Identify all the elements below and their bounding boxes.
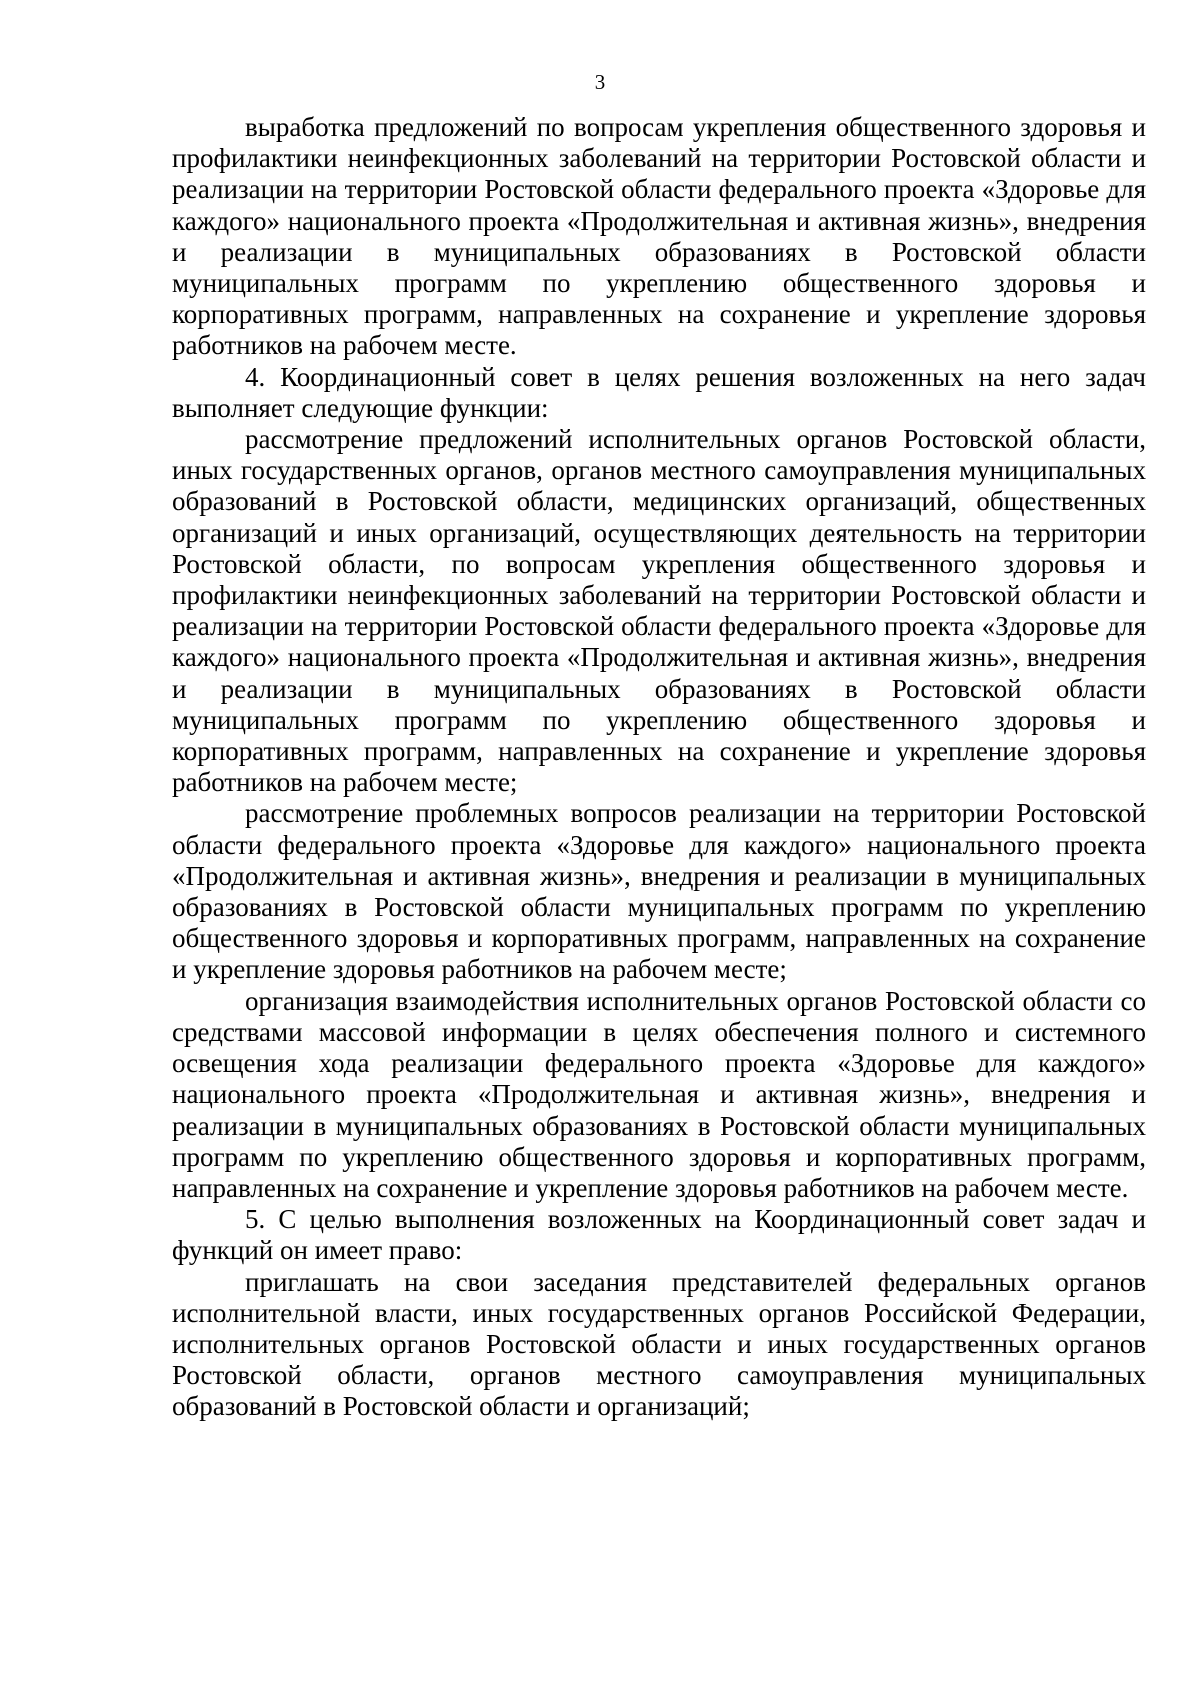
- paragraph-section-5-rights: 5. С целью выполнения возложенных на Координационный совет задач и функций он имеет право:: [172, 1204, 1146, 1266]
- page-number: 3: [594, 70, 606, 94]
- document-body: [172, 112, 1146, 1423]
- paragraph-consideration-of-proposals: рассмотрение предложений исполнительных органов Ростовской области, иных государственных органов, органов местного самоуправления муниципальных образований в Ростовской области, медицинских организаций, общественных организаций и иных организаций, осуществляющих деятельность на территории Ростовской области, по вопросам укрепления общественного здоровья и профилактики неинфекционных заболеваний на территории Ростовской области и реализации на территории Ростовской области федерального проекта «Здоровье для каждого» национального проекта «Продолжительная и активная жизнь», внедрения и реализации в муниципальных образованиях в Ростовской области муниципальных программ по укреплению общественного здоровья и корпоративных программ, направленных на сохранение и укрепление здоровья работников на рабочем месте;: [172, 424, 1146, 798]
- paragraph-section-4-functions: 4. Координационный совет в целях решения возложенных на него задач выполняет следующие функции:: [172, 361, 1146, 423]
- paragraph-invite-representatives: приглашать на свои заседания представителей федеральных органов исполнительной власти, иных государственных органов Российской Федерации, исполнительных органов Ростовской области и иных государственных органов Ростовской области, органов местного самоуправления муниципальных образований в Ростовской области и организаций;: [172, 1266, 1146, 1422]
- paragraph-consideration-of-problems: рассмотрение проблемных вопросов реализации на территории Ростовской области федерального проекта «Здоровье для каждого» национального проекта «Продолжительная и активная жизнь», внедрения и реализации в муниципальных образованиях в Ростовской области муниципальных программ по укреплению общественного здоровья и корпоративных программ, направленных на сохранение и укрепление здоровья работников на рабочем месте;: [172, 798, 1146, 985]
- paragraph-media-interaction: организация взаимодействия исполнительных органов Ростовской области со средствами массовой информации в целях обеспечения полного и системного освещения хода реализации федерального проекта «Здоровье для каждого» национального проекта «Продолжительная и активная жизнь», внедрения и реализации в муниципальных образованиях в Ростовской области муниципальных программ по укреплению общественного здоровья и корпоративных программ, направленных на сохранение и укрепление здоровья работников на рабочем месте.: [172, 985, 1146, 1203]
- paragraph-proposals-development: выработка предложений по вопросам укрепления общественного здоровья и профилактики неинфекционных заболеваний на территории Ростовской области и реализации на территории Ростовской области федерального проекта «Здоровье для каждого» национального проекта «Продолжительная и активная жизнь», внедрения и реализации в муниципальных образованиях в Ростовской области муниципальных программ по укреплению общественного здоровья и корпоративных программ, направленных на сохранение и укрепление здоровья работников на рабочем месте.: [172, 112, 1146, 361]
